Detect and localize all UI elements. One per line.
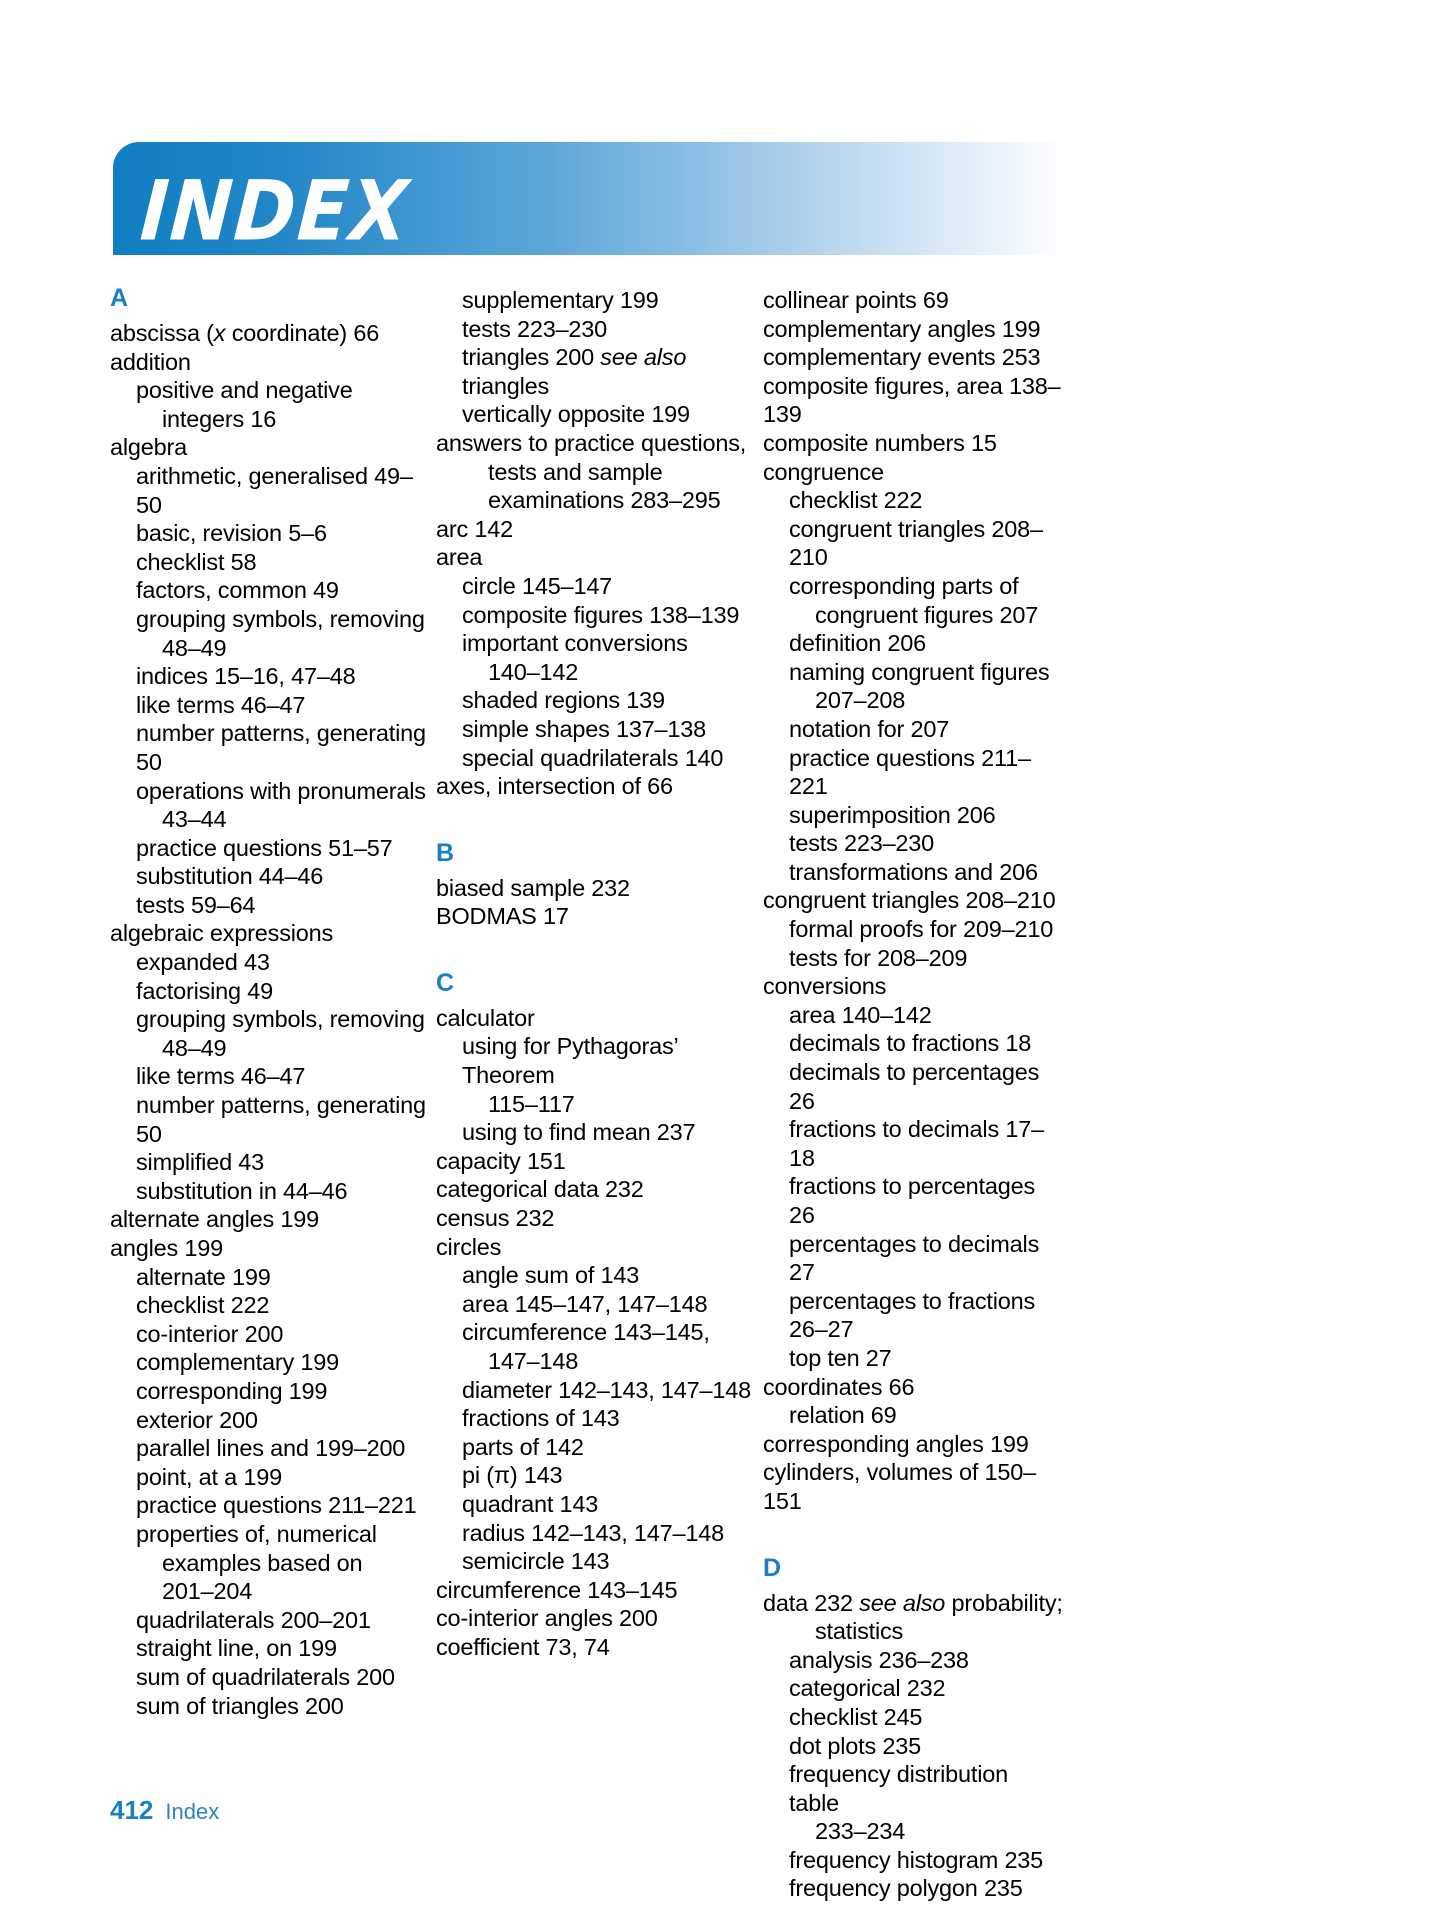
index-subentry: top ten 27 — [789, 1344, 892, 1371]
index-subentry: checklist 245 — [789, 1703, 923, 1730]
index-subentry: examples based on — [162, 1549, 363, 1576]
index-subentry: grouping symbols, removing — [136, 605, 425, 632]
index-subentry: circumference 143–145, — [462, 1319, 710, 1346]
index-subentry: shaded regions 139 — [462, 687, 665, 714]
index-subentry: tests 59–64 — [136, 891, 256, 918]
index-subentry: circle 145–147 — [462, 572, 613, 599]
index-subentry: area 140–142 — [789, 1001, 932, 1028]
index-subentry: semicircle 143 — [462, 1548, 610, 1575]
index-subentry: practice questions 211–221 — [789, 744, 1031, 800]
index-entry: co-interior angles 200 — [436, 1605, 658, 1632]
index-subentry: formal proofs for 209–210 — [789, 916, 1054, 943]
index-subentry: parallel lines and 199–200 — [136, 1435, 406, 1462]
index-subentry: notation for 207 — [789, 715, 950, 742]
index-subentry: radius 142–143, 147–148 — [462, 1519, 724, 1546]
index-subentry: practice questions 211–221 — [136, 1492, 417, 1519]
index-subentry: alternate 199 — [136, 1263, 271, 1290]
entry-text: triangles 200 — [462, 344, 601, 371]
index-subentry: percentages to fractions 26–27 — [789, 1287, 1042, 1343]
index-subentry: complementary 199 — [136, 1349, 339, 1376]
index-entry: angles 199 — [110, 1235, 223, 1261]
index-subentry: integers 16 — [162, 405, 277, 432]
index-subentry: parts of 142 — [462, 1433, 584, 1460]
index-entry: capacity 151 — [436, 1147, 566, 1174]
folio-label: Index — [165, 1799, 220, 1824]
index-subentry: basic, revision 5–6 — [136, 520, 327, 547]
index-subentry: number patterns, generating 50 — [136, 720, 433, 775]
index-subentry: important conversions — [462, 630, 688, 657]
index-subentry: composite figures 138–139 — [462, 601, 740, 628]
index-entry: arc 142 — [436, 515, 513, 542]
index-entry: circles — [436, 1233, 502, 1260]
index-entry — [110, 319, 430, 348]
index-subentry: straight line, on 199 — [136, 1635, 337, 1662]
index-subentry: 48–49 — [162, 1034, 227, 1061]
index-entry: coefficient 73, 74 — [436, 1633, 610, 1660]
index-subentry: checklist 222 — [789, 487, 923, 514]
index-subentry: properties of, numerical — [136, 1520, 377, 1547]
index-entry: cylinders, volumes of 150–151 — [763, 1459, 1037, 1514]
index-subentry: categorical 232 — [789, 1675, 946, 1702]
index-entry: corresponding angles 199 — [763, 1430, 1029, 1457]
index-subentry: diameter 142–143, 147–148 — [462, 1376, 751, 1403]
entry-text-tail: probability; — [945, 1589, 1063, 1616]
index-subentry: relation 69 — [789, 1402, 897, 1429]
index-subentry: simplified 43 — [136, 1149, 265, 1176]
index-subentry: quadrilaterals 200–201 — [136, 1606, 371, 1633]
index-entry: composite figures, area 138–139 — [763, 372, 1061, 428]
index-entry: conversions — [763, 973, 887, 1000]
index-subentry: indices 15–16, 47–48 — [136, 663, 356, 690]
index-subentry: vertically opposite 199 — [462, 401, 690, 428]
index-subentry: 147–148 — [488, 1348, 579, 1374]
index-entry: calculator — [436, 1004, 535, 1031]
index-subentry: substitution 44–46 — [136, 863, 324, 890]
index-subentry: congruent figures 207 — [815, 601, 1039, 628]
index-subentry: pi (π) 143 — [462, 1462, 563, 1489]
index-subentry: sum of quadrilaterals 200 — [136, 1663, 395, 1690]
index-subentry: tests and sample — [488, 458, 663, 485]
entry-text: data 232 — [763, 1589, 860, 1616]
index-subentry: transformations and 206 — [789, 858, 1038, 885]
entry-italic-text: see also — [600, 344, 687, 371]
index-subentry: congruent triangles 208–210 — [789, 515, 1043, 571]
index-subentry: positive and negative — [136, 377, 353, 404]
index-column-1 — [110, 284, 433, 1720]
entry-text-tail: triangles — [462, 344, 693, 399]
index-subentry: factors, common 49 — [136, 577, 339, 604]
index-subentry: area 145–147, 147–148 — [462, 1290, 708, 1317]
index-subentry: 140–142 — [488, 658, 579, 685]
entry-italic-text: see also — [859, 1589, 946, 1616]
index-subentry: corresponding 199 — [136, 1377, 328, 1404]
index-header-banner — [113, 142, 1065, 260]
index-subentry: using to find mean 237 — [462, 1119, 696, 1146]
index-subentry: 115–117 — [488, 1090, 575, 1117]
index-subentry: operations with pronumerals — [136, 777, 426, 804]
index-subentry: fractions to decimals 17–18 — [789, 1116, 1044, 1171]
index-subentry: like terms 46–47 — [136, 691, 306, 718]
index-entry: coordinates 66 — [763, 1373, 915, 1400]
index-subentry: dot plots 235 — [789, 1732, 921, 1759]
index-subentry: quadrant 143 — [462, 1490, 599, 1517]
index-entry: BODMAS 17 — [436, 903, 569, 930]
index-subentry: 48–49 — [162, 634, 227, 661]
index-subentry: using for Pythagoras’ Theorem — [462, 1033, 684, 1089]
index-subentry: exterior 200 — [136, 1406, 258, 1433]
index-subentry: tests for 208–209 — [789, 944, 968, 971]
index-subentry: 201–204 — [162, 1578, 253, 1605]
entry-text-tail: coordinate) 66 — [225, 320, 380, 346]
index-subentry: number patterns, generating 50 — [136, 1092, 433, 1147]
index-entry: alternate angles 199 — [110, 1206, 319, 1233]
index-entry: circumference 143–145 — [436, 1576, 678, 1603]
index-subentry: supplementary 199 — [462, 287, 659, 313]
index-subentry: point, at a 199 — [136, 1463, 282, 1490]
index-subentry: frequency polygon 235 — [789, 1875, 1023, 1902]
folio-page-number: 412 — [110, 1795, 154, 1825]
index-subentry: co-interior 200 — [136, 1320, 284, 1347]
index-subentry: sum of triangles 200 — [136, 1692, 344, 1719]
index-entry: categorical data 232 — [436, 1176, 644, 1203]
index-subentry: factorising 49 — [136, 977, 273, 1004]
index-entry: algebra — [110, 434, 187, 461]
index-subentry: naming congruent figures — [789, 658, 1050, 685]
index-subentry: special quadrilaterals 140 — [462, 744, 724, 771]
letter-heading-d: D — [763, 1553, 782, 1582]
entry-text: abscissa ( — [110, 320, 214, 346]
index-subentry: analysis 236–238 — [789, 1646, 969, 1673]
index-entry: congruence — [763, 458, 884, 485]
index-entry: area — [436, 544, 483, 571]
index-entry: census 232 — [436, 1205, 555, 1232]
page-footer — [110, 1795, 219, 1826]
index-entry: algebraic expressions — [110, 920, 334, 947]
index-subentry: examinations 283–295 — [488, 487, 721, 514]
index-entry: congruent triangles 208–210 — [763, 887, 1056, 914]
index-subentry: 233–234 — [815, 1818, 906, 1845]
letter-heading-c: C — [436, 968, 455, 997]
index-column-2 — [436, 286, 756, 1662]
index-entry: complementary angles 199 — [763, 315, 1041, 342]
index-subentry: arithmetic, generalised 49–50 — [136, 462, 413, 518]
entry-italic-text: x — [213, 320, 226, 346]
index-subentry: 43–44 — [162, 806, 227, 833]
index-subentry: percentages to decimals 27 — [789, 1230, 1046, 1286]
index-subentry: fractions of 143 — [462, 1405, 620, 1432]
index-entry: answers to practice questions, — [436, 429, 747, 456]
index-subentry: corresponding parts of — [789, 572, 1019, 599]
index-entry: biased sample 232 — [436, 874, 630, 901]
index-subentry: tests 223–230 — [789, 830, 935, 857]
index-subentry: definition 206 — [789, 630, 927, 657]
index-subentry: superimposition 206 — [789, 801, 996, 828]
page-title: INDEX — [137, 163, 413, 260]
index-entry: addition — [110, 348, 191, 375]
index-entry — [763, 1589, 1063, 1618]
index-subentry: frequency histogram 235 — [789, 1846, 1044, 1873]
index-subentry: statistics — [815, 1618, 904, 1645]
letter-heading-b: B — [436, 838, 455, 867]
index-subentry — [436, 343, 756, 400]
index-subentry: expanded 43 — [136, 949, 270, 976]
index-subentry: checklist 222 — [136, 1292, 270, 1319]
index-subentry: grouping symbols, removing — [136, 1006, 425, 1033]
index-subentry: like terms 46–47 — [136, 1063, 306, 1090]
index-entry: composite numbers 15 — [763, 429, 997, 456]
index-subentry: simple shapes 137–138 — [462, 715, 707, 742]
letter-heading-a: A — [110, 284, 129, 312]
index-subentry: angle sum of 143 — [462, 1262, 640, 1289]
index-subentry: decimals to percentages 26 — [789, 1059, 1046, 1114]
index-entry: complementary events 253 — [763, 344, 1041, 371]
index-subentry: fractions to percentages 26 — [789, 1173, 1042, 1228]
index-subentry: tests 223–230 — [462, 315, 608, 342]
index-subentry: checklist 58 — [136, 548, 257, 575]
index-entry: collinear points 69 — [763, 287, 949, 313]
index-entry: axes, intersection of 66 — [436, 773, 673, 800]
index-subentry: practice questions 51–57 — [136, 834, 393, 861]
index-subentry: substitution in 44–46 — [136, 1177, 348, 1204]
index-column-3 — [763, 286, 1063, 1903]
index-subentry: decimals to fractions 18 — [789, 1030, 1032, 1057]
index-subentry: 207–208 — [815, 687, 906, 714]
index-subentry: frequency distribution table — [789, 1761, 1015, 1816]
